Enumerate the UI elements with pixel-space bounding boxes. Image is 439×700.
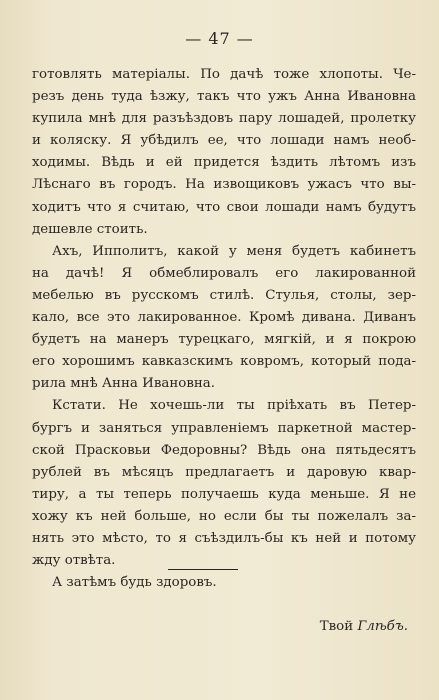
spacer-line: [32, 594, 416, 616]
text-line: нять это мѣсто, то я съѣздилъ-бы къ ней и потому: [32, 530, 416, 546]
text-line: бургъ и заняться управленіемъ паркетной мастер-: [32, 420, 416, 436]
text-line: рублей въ мѣсяцъ предлагаетъ и даровую квар-: [32, 464, 416, 480]
text-line: рила мнѣ Анна Ивановна.: [32, 376, 216, 392]
body-text: [32, 64, 416, 638]
text-line: дешевле стоить.: [32, 221, 148, 237]
page-number: — 47 —: [185, 29, 254, 48]
text-line: резъ день туда ѣзжу, такъ что ужъ Анна Ивановна: [32, 89, 416, 105]
text-line: хожу къ ней больше, но если бы ты пожелалъ за-: [32, 508, 416, 524]
text-line: мебелью въ русскомъ стилѣ. Стулья, столы, зер-: [32, 287, 416, 303]
text-line: ходитъ что я считаю, что свои лошади намъ будутъ: [32, 199, 416, 215]
text-line: ской Прасковьи Федоровны? Вѣдь она пятьдесятъ: [32, 442, 416, 458]
text-line: тиру, а ты теперь получаешь куда меньше. Я не: [32, 486, 416, 502]
paragraph-start-line: А затѣмъ будь здоровъ.: [52, 575, 217, 591]
signature: [32, 616, 416, 638]
text-line: ходимы. Вѣдь и ей придется ѣздить лѣтомъ изъ: [32, 155, 416, 171]
text-line: купила мнѣ для разъѣздовъ пару лошадей, пролетку: [32, 111, 416, 127]
text-line: готовлять матеріалы. По дачѣ тоже хлопоты. Че-: [32, 67, 416, 82]
end-rule: [168, 569, 238, 570]
text-line: кало, все это лакированное. Кромѣ дивана. Диванъ: [32, 310, 416, 326]
text-line: на дачѣ! Я обмеблировалъ его лакированной: [32, 265, 416, 281]
text-line: будетъ на манеръ турецкаго, мягкій, и я покрою: [32, 332, 416, 348]
paragraph-start-line: Ахъ, Ипполитъ, какой у меня будетъ кабинетъ: [52, 243, 416, 259]
text-line: жду отвѣта.: [32, 553, 116, 569]
paragraph-start-line: Кстати. Не хочешь-ли ты пріѣхать въ Петер-: [52, 398, 416, 414]
signature-closing: Твой: [319, 619, 354, 635]
signature-name: Глѣбъ.: [357, 619, 408, 635]
text-line: и коляску. Я убѣдилъ ее, что лошади намъ необ-: [32, 133, 416, 149]
text-line: его хорошимъ кавказскимъ ковромъ, который пода-: [32, 354, 416, 370]
text-line: Лѣснаго въ городъ. На извощиковъ ужасъ что вы-: [32, 177, 416, 193]
